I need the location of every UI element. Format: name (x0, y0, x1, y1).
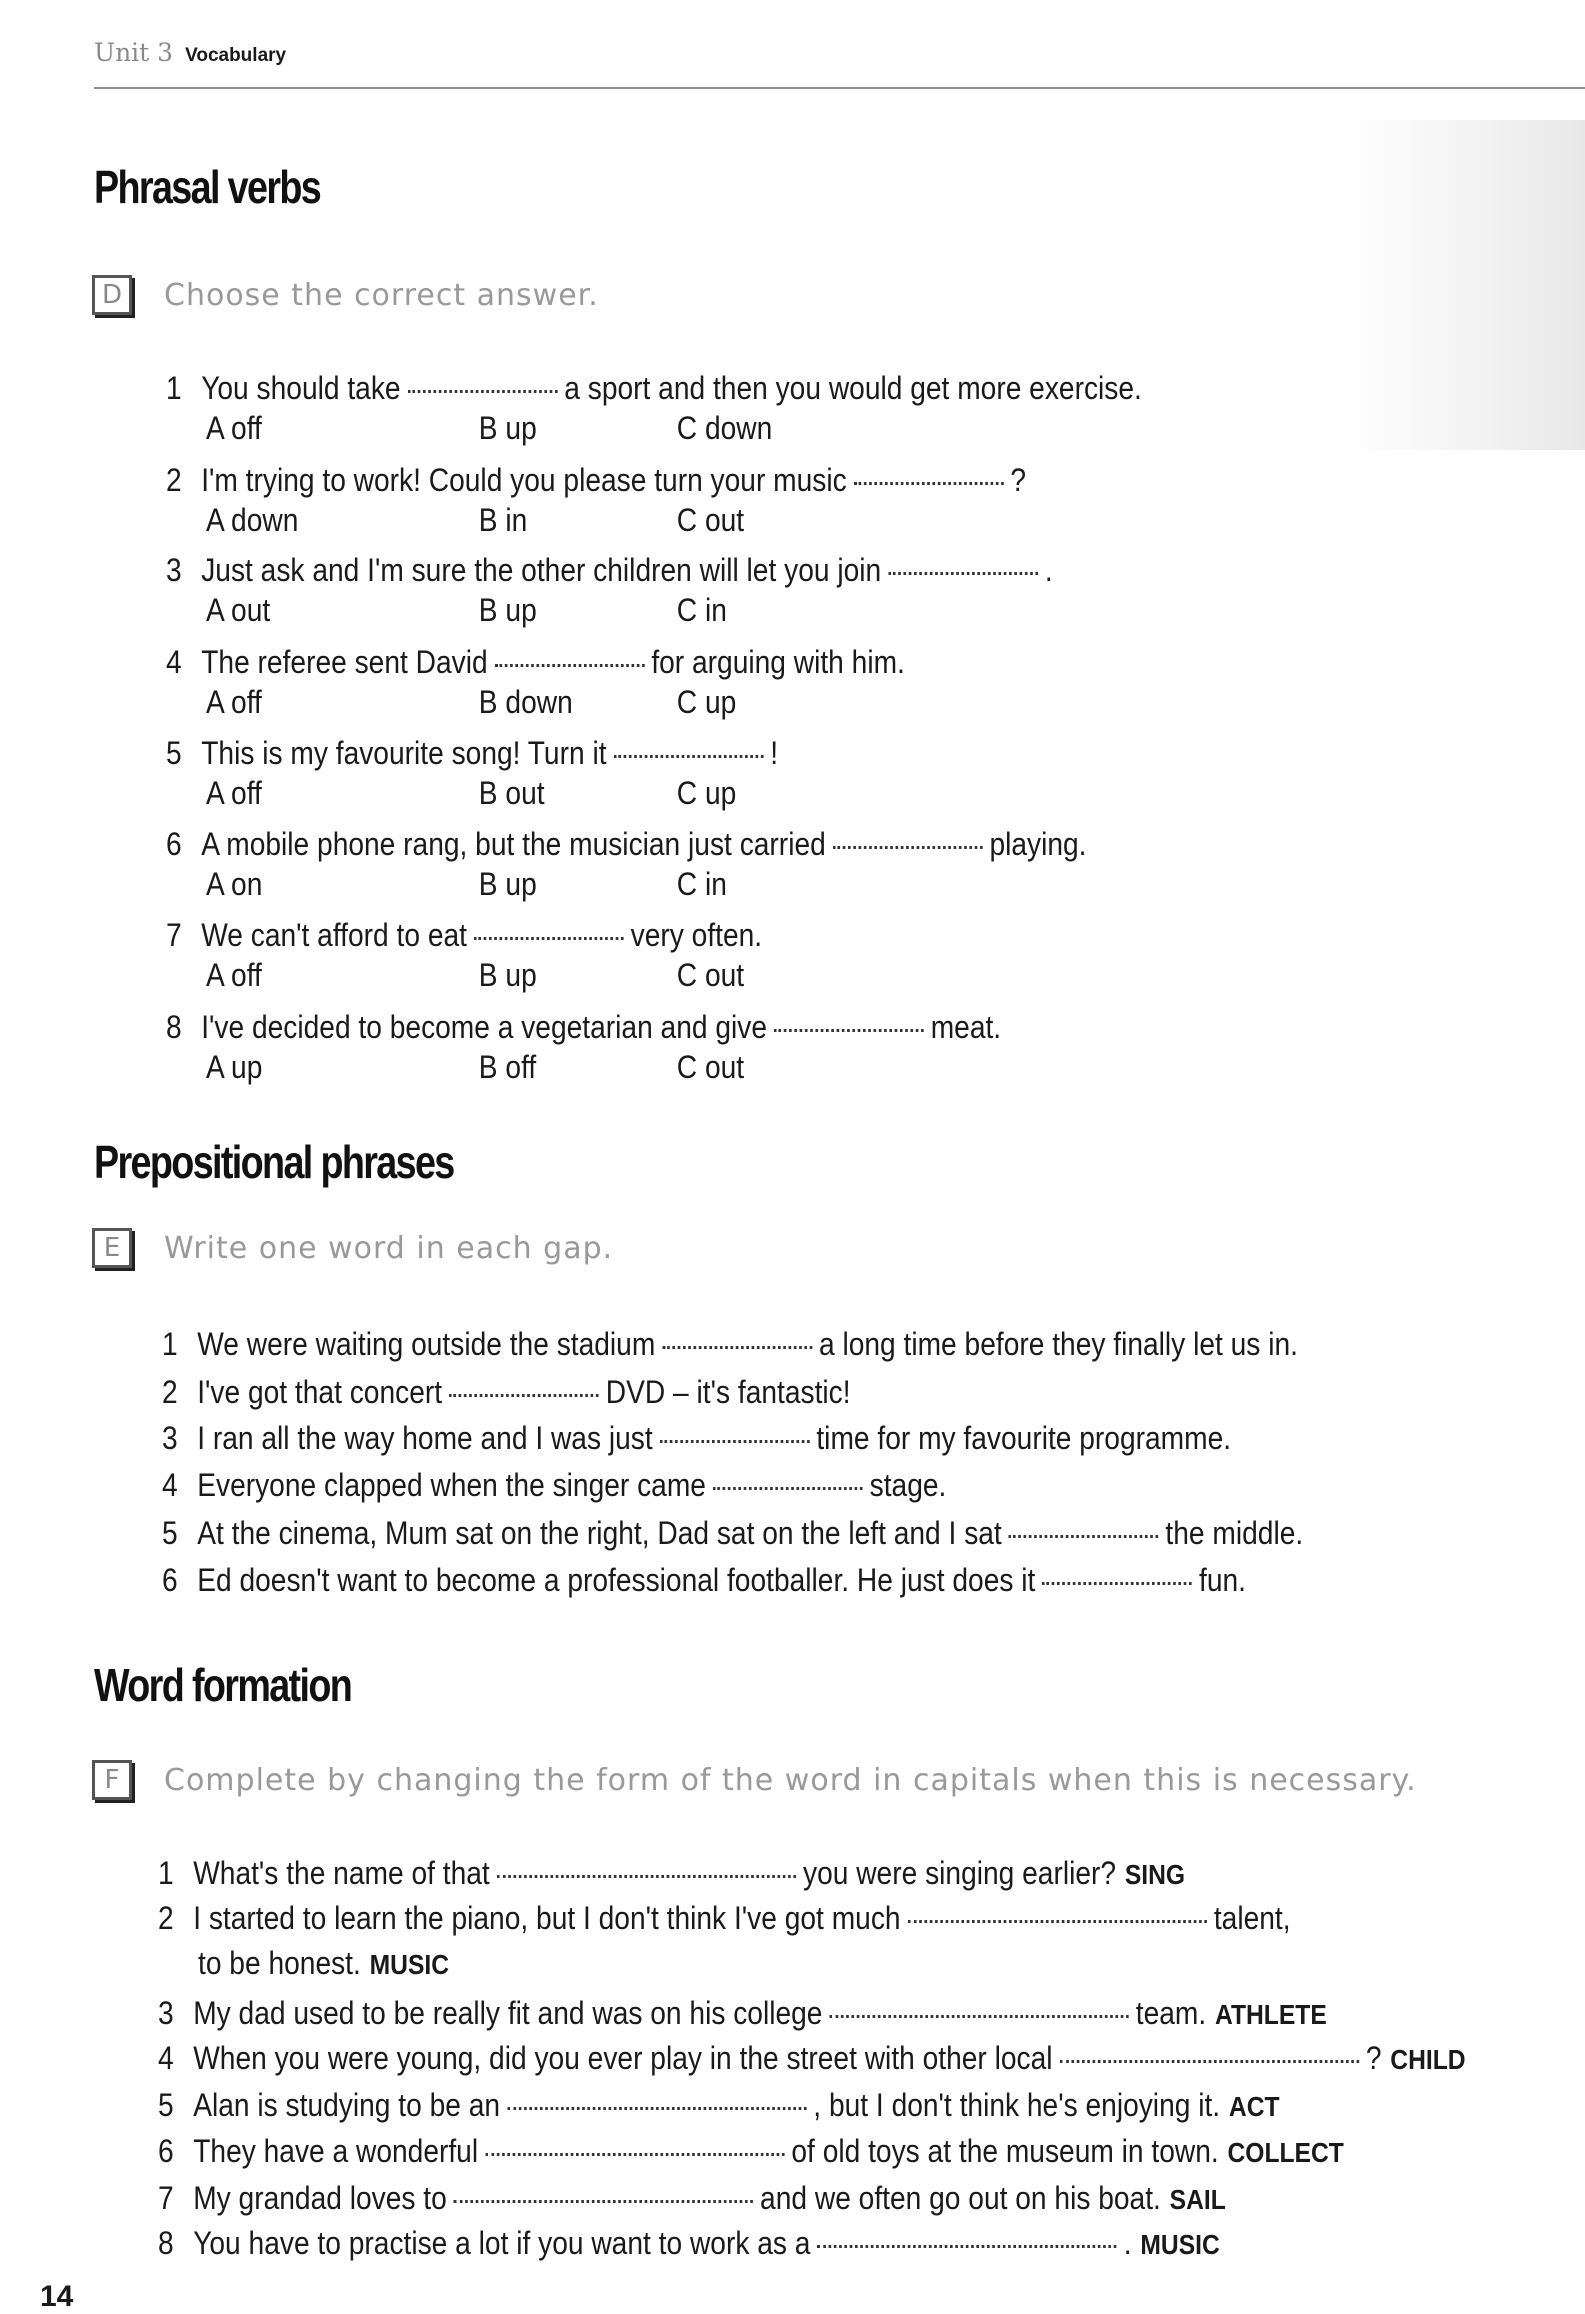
answer-gap[interactable] (774, 1029, 924, 1032)
question-text: Everyone clapped when the singer came (197, 1467, 706, 1503)
question-text-after: you were singing earlier? (802, 1855, 1117, 1891)
question-number: 1 (166, 370, 182, 406)
question-number: 5 (162, 1515, 178, 1551)
keyword: SAIL (1169, 2184, 1226, 2215)
answer-gap[interactable] (454, 2200, 753, 2203)
question-number: 2 (166, 462, 182, 498)
question-text-after: time for my favourite programme. (816, 1420, 1232, 1456)
question-text-after: a long time before they finally let us in. (818, 1326, 1298, 1362)
question-row (158, 2133, 1344, 2170)
question-text-after: . (1044, 552, 1053, 588)
question-row (162, 1515, 1303, 1552)
question-number: 6 (158, 2133, 174, 2169)
question-text-after: ! (770, 735, 779, 771)
section-title-wordformation: Word formation (94, 1659, 352, 1711)
answer-gap[interactable] (1009, 1535, 1159, 1538)
question-text-after: for arguing with him. (651, 644, 905, 680)
page-header (94, 38, 286, 67)
answer-gap[interactable] (507, 2107, 806, 2110)
question-row (166, 917, 762, 954)
question-text: When you were young, did you ever play in the street with other local (193, 2040, 1053, 2076)
question-text-after: of old toys at the museum in town. (791, 2133, 1219, 2169)
question-text: Ed doesn't want to become a professional footballer. He just does it (197, 1562, 1036, 1598)
question-text: We can't afford to eat (201, 917, 467, 953)
section-label: Vocabulary (185, 45, 287, 66)
question-text-after: playing. (989, 826, 1087, 862)
question-number: 7 (158, 2180, 174, 2216)
option-a[interactable]: A down (206, 502, 299, 538)
question-text-after: fun. (1199, 1562, 1247, 1598)
question-number: 2 (158, 1900, 174, 1936)
question-text-after: talent, (1213, 1900, 1291, 1936)
question-text: At the cinema, Mum sat on the right, Dad sat on the left and I sat (197, 1515, 1002, 1551)
exercise-d-header (92, 275, 599, 315)
header-rule (94, 87, 1585, 89)
question-row (166, 462, 1026, 499)
option-c[interactable]: C out (676, 502, 745, 538)
question-text-after: team. (1135, 1995, 1207, 2031)
question-number: 5 (158, 2087, 174, 2123)
exercise-e-header (92, 1228, 613, 1268)
question-row (158, 2225, 1220, 2262)
option-a[interactable]: A up (206, 1049, 263, 1085)
question-text: My dad used to be really fit and was on his college (193, 1995, 823, 2031)
keyword: ACT (1228, 2091, 1280, 2122)
question-text-after: meat. (930, 1009, 1002, 1045)
question-text: Alan is studying to be an (193, 2087, 501, 2123)
answer-gap[interactable] (888, 572, 1038, 575)
page-number: 14 (40, 2280, 74, 2313)
answer-gap[interactable] (614, 755, 764, 758)
question-text-after: and we often go out on his boat. (760, 2180, 1161, 2216)
answer-gap[interactable] (833, 846, 983, 849)
question-text-after: DVD – it's fantastic! (605, 1374, 851, 1410)
question-number: 8 (158, 2225, 174, 2261)
option-b[interactable]: B up (478, 866, 537, 902)
option-b[interactable]: B up (478, 957, 537, 993)
question-text: I ran all the way home and I was just (197, 1420, 653, 1456)
exercise-letter-box: D (92, 275, 132, 315)
question-row (158, 2040, 1466, 2077)
question-row (166, 826, 1087, 863)
option-b[interactable]: B out (478, 775, 545, 811)
option-c[interactable]: C out (676, 957, 745, 993)
option-c[interactable]: C up (676, 775, 737, 811)
question-row (158, 2180, 1226, 2217)
keyword: CHILD (1390, 2044, 1466, 2075)
answer-gap[interactable] (660, 1440, 810, 1443)
question-text: They have a wonderful (193, 2133, 479, 2169)
question-row (162, 1374, 851, 1411)
question-text: to be honest. (198, 1945, 361, 1981)
question-number: 3 (166, 552, 182, 588)
question-text: What's the name of that (193, 1855, 490, 1891)
question-text: I started to learn the piano, but I don't think I've got much (193, 1900, 901, 1936)
answer-gap[interactable] (495, 664, 645, 667)
question-number: 4 (162, 1467, 178, 1503)
question-row (166, 370, 1142, 407)
question-row (158, 1995, 1327, 2032)
option-b[interactable]: B down (478, 684, 573, 720)
question-row (166, 735, 778, 772)
keyword: MUSIC (369, 1949, 450, 1980)
question-text: This is my favourite song! Turn it (201, 735, 607, 771)
section-title-phrasal: Phrasal verbs (94, 161, 321, 213)
answer-gap[interactable] (830, 2015, 1129, 2018)
answer-gap[interactable] (408, 390, 558, 393)
question-number: 6 (166, 826, 182, 862)
question-text-after: the middle. (1165, 1515, 1304, 1551)
question-row-continued (198, 1945, 449, 1982)
question-text: I've got that concert (197, 1374, 443, 1410)
question-text: You should take (201, 370, 401, 406)
question-text-after: stage. (869, 1467, 947, 1503)
keyword: MUSIC (1140, 2229, 1220, 2260)
option-a[interactable]: A off (206, 684, 262, 720)
answer-gap[interactable] (1042, 1582, 1192, 1585)
option-c[interactable]: C in (676, 592, 727, 628)
option-b[interactable]: B up (478, 592, 537, 628)
question-number: 2 (162, 1374, 178, 1410)
question-number: 8 (166, 1009, 182, 1045)
question-number: 3 (158, 1995, 174, 2031)
question-row (158, 2087, 1280, 2124)
answer-gap[interactable] (474, 937, 624, 940)
option-a[interactable]: A off (206, 775, 262, 811)
question-text-after: very often. (630, 917, 763, 953)
question-text-after: a sport and then you would get more exercise. (564, 370, 1142, 406)
question-text: You have to practise a lot if you want to work as a (193, 2225, 811, 2261)
question-text: We were waiting outside the stadium (197, 1326, 656, 1362)
question-text-after: ? (1010, 462, 1027, 498)
option-c[interactable]: C up (676, 684, 737, 720)
question-text: A mobile phone rang, but the musician just carried (201, 826, 826, 862)
option-c[interactable]: C down (676, 410, 773, 446)
option-a[interactable]: A out (206, 592, 271, 628)
question-number: 4 (158, 2040, 174, 2076)
section-title-prepositional: Prepositional phrases (94, 1136, 454, 1188)
question-number: 1 (158, 1855, 174, 1891)
question-row (166, 644, 905, 681)
question-text: I've decided to become a vegetarian and give (201, 1009, 768, 1045)
exercise-instruction: Choose the correct answer. (164, 277, 599, 313)
answer-gap[interactable] (497, 1875, 796, 1878)
question-row (162, 1420, 1231, 1457)
answer-gap[interactable] (1060, 2060, 1359, 2063)
keyword: ATHLETE (1214, 1999, 1327, 2030)
question-text: My grandad loves to (193, 2180, 447, 2216)
exercise-f-header (92, 1760, 1417, 1800)
exercise-letter-box: F (92, 1760, 132, 1800)
answer-gap[interactable] (854, 482, 1004, 485)
question-row (166, 1009, 1001, 1046)
question-row (162, 1467, 946, 1504)
option-b[interactable]: B off (478, 1049, 537, 1085)
answer-gap[interactable] (662, 1346, 812, 1349)
exercise-instruction: Complete by changing the form of the word in capitals when this is necessary. (164, 1762, 1417, 1798)
question-row (162, 1562, 1246, 1599)
answer-gap[interactable] (449, 1394, 599, 1397)
keyword: SING (1124, 1859, 1186, 1890)
option-c[interactable]: C in (676, 866, 727, 902)
exercise-letter-box: E (92, 1228, 132, 1268)
answer-gap[interactable] (713, 1487, 863, 1490)
question-number: 5 (166, 735, 182, 771)
keyword: COLLECT (1227, 2137, 1344, 2168)
answer-gap[interactable] (818, 2245, 1117, 2248)
option-a[interactable]: A off (206, 957, 262, 993)
question-text-after: . (1123, 2225, 1132, 2261)
unit-label: Unit 3 (94, 38, 174, 67)
question-number: 7 (166, 917, 182, 953)
question-row (158, 1900, 1291, 1937)
scan-shadow (1340, 120, 1585, 450)
question-number: 4 (166, 644, 182, 680)
question-number: 3 (162, 1420, 178, 1456)
question-text: Just ask and I'm sure the other children will let you join (201, 552, 882, 588)
question-text: I'm trying to work! Could you please turn your music (201, 462, 847, 498)
question-text-after: ? (1365, 2040, 1382, 2076)
option-b[interactable]: B up (478, 410, 537, 446)
answer-gap[interactable] (908, 1920, 1207, 1923)
question-text: The referee sent David (201, 644, 488, 680)
question-row (162, 1326, 1298, 1363)
option-a[interactable]: A off (206, 410, 262, 446)
question-text-after: , but I don't think he's enjoying it. (813, 2087, 1221, 2123)
option-a[interactable]: A on (206, 866, 263, 902)
question-row (166, 552, 1053, 589)
question-row (158, 1855, 1185, 1892)
exercise-instruction: Write one word in each gap. (164, 1230, 614, 1266)
question-number: 1 (162, 1326, 178, 1362)
option-c[interactable]: C out (676, 1049, 745, 1085)
answer-gap[interactable] (485, 2153, 784, 2156)
option-b[interactable]: B in (478, 502, 528, 538)
question-number: 6 (162, 1562, 178, 1598)
